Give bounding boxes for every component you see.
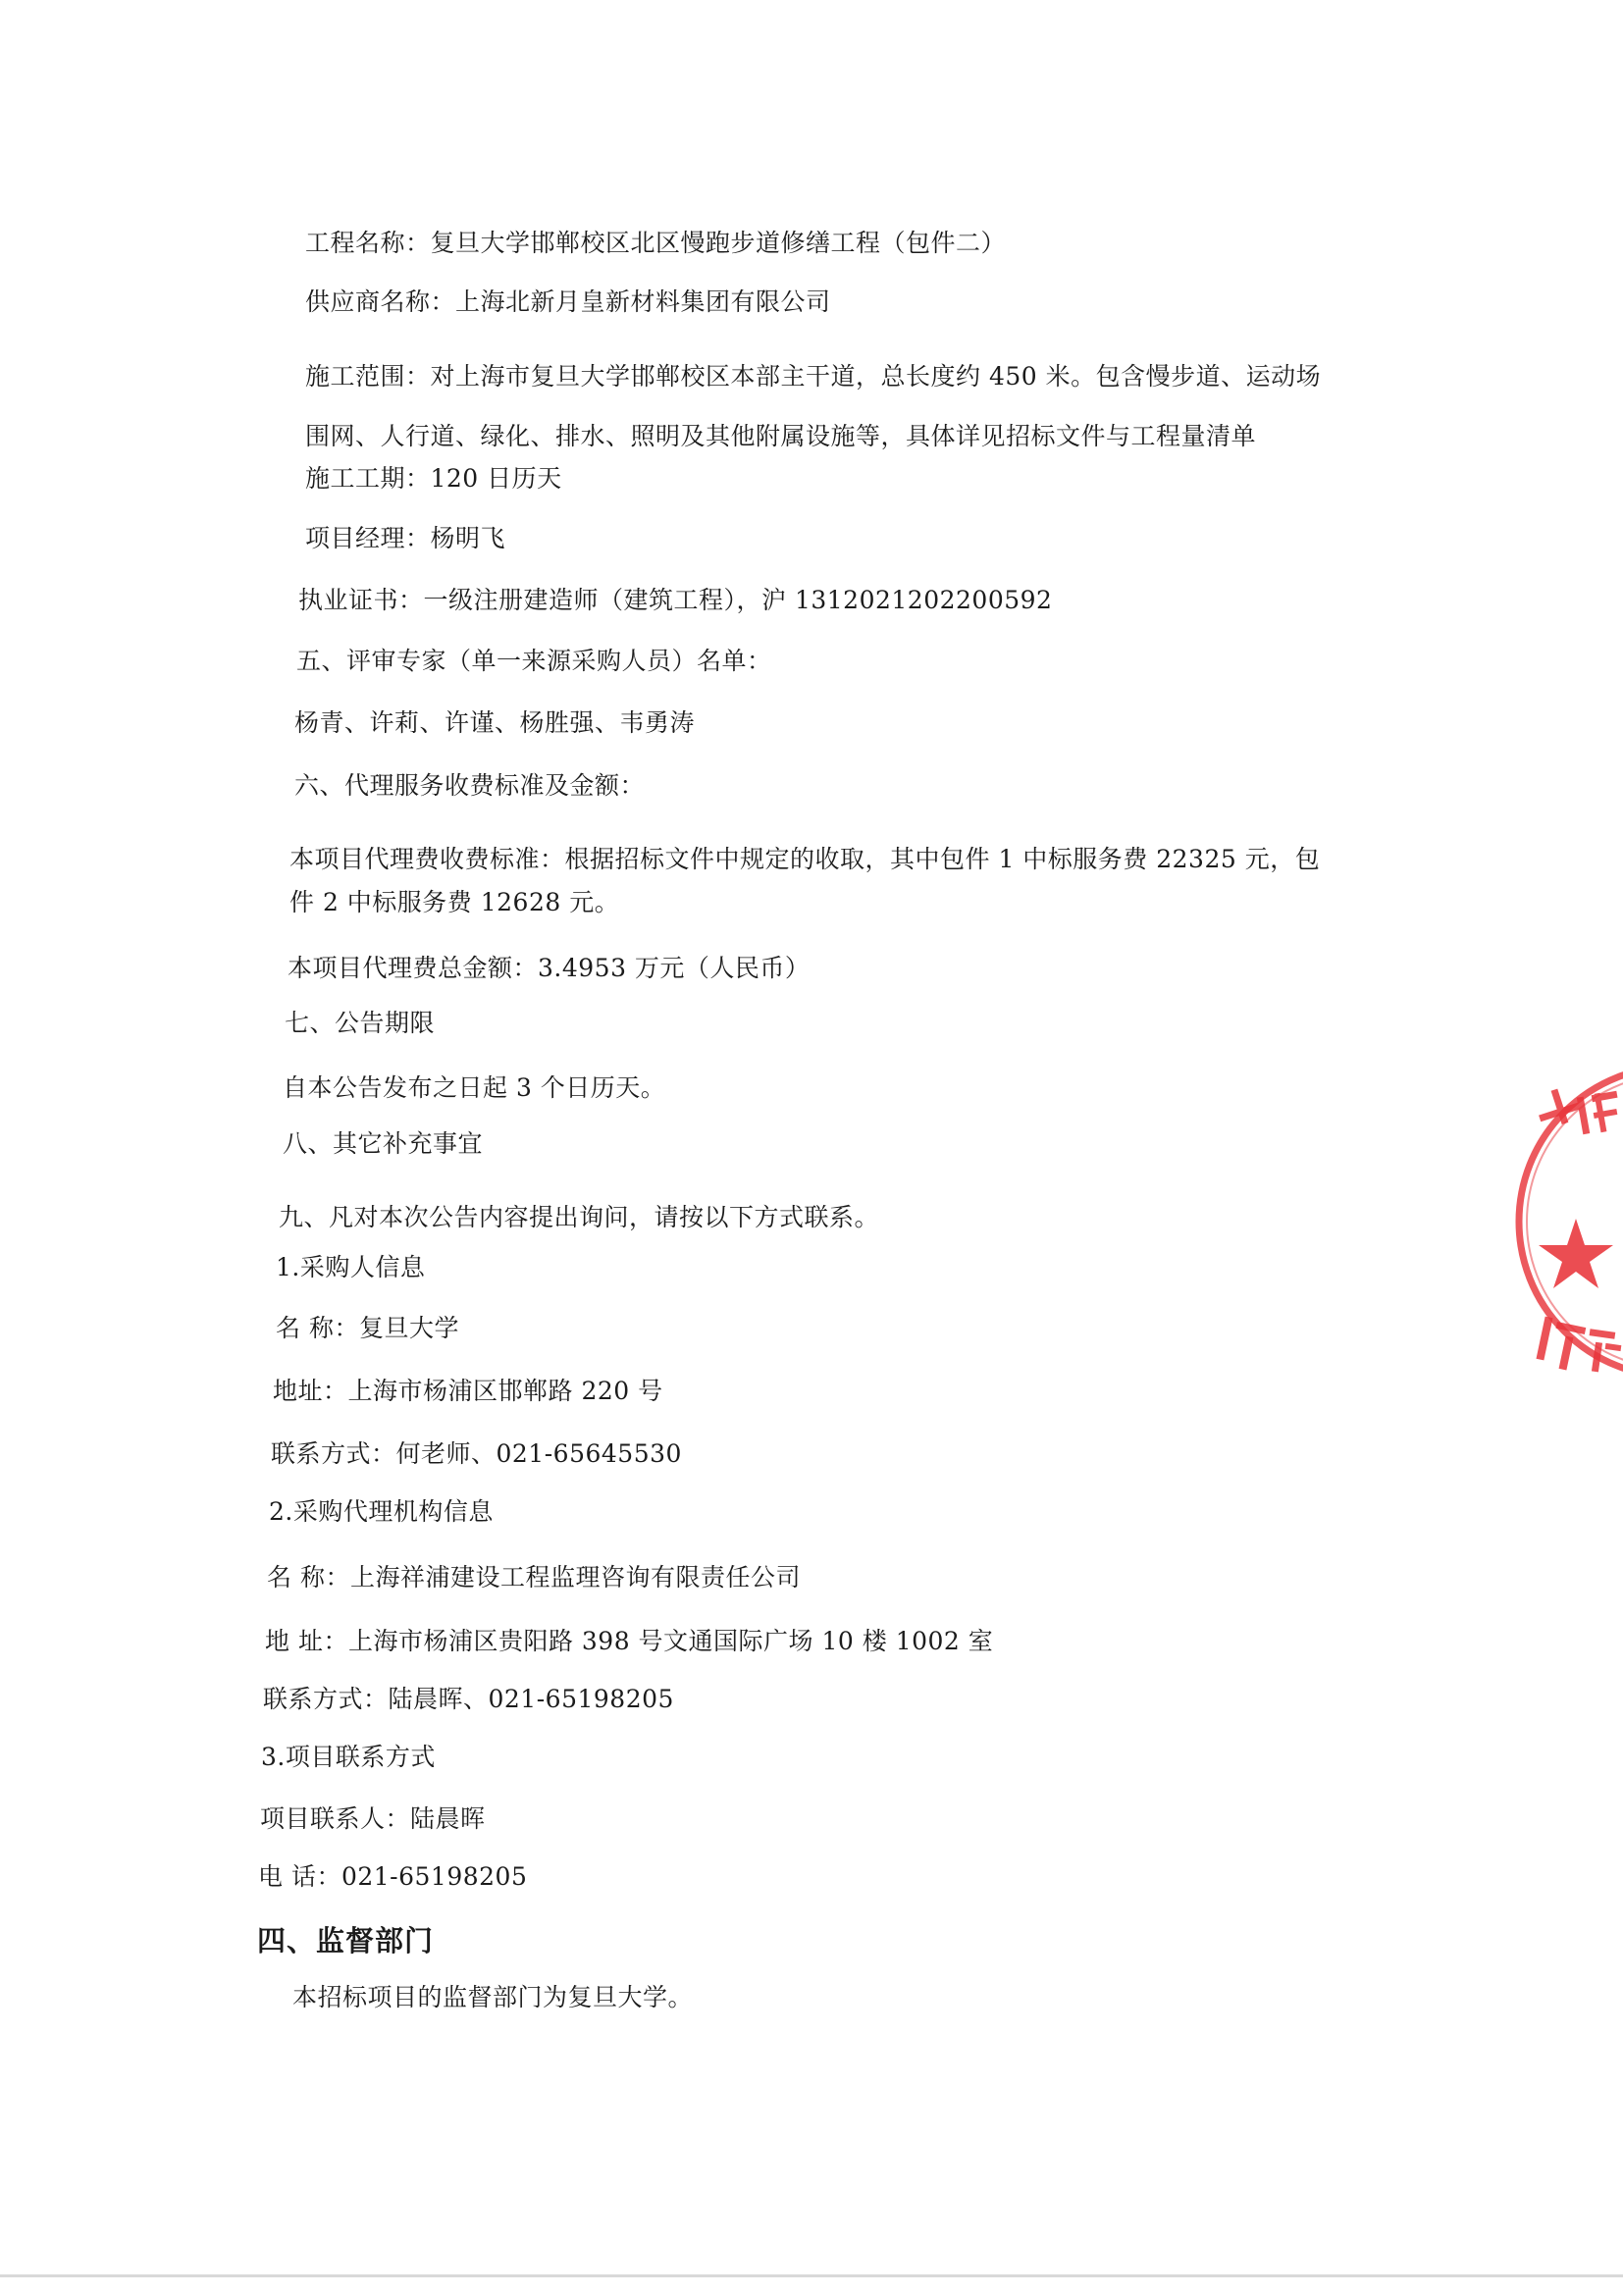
purchaser-contact-line: 联系方式：何老师、021-65645530 [271,1439,682,1468]
agency-name-line: 名 称：上海祥浦建设工程监理咨询有限责任公司 [267,1563,801,1592]
agency-info-heading: 2.采购代理机构信息 [269,1497,494,1526]
section-4-heading: 四、监督部门 [257,1924,435,1957]
construction-scope-line-2: 围网、人行道、绿化、排水、照明及其他附属设施等，具体详见招标文件与工程量清单 [305,422,1257,450]
purchaser-address-line: 地址：上海市杨浦区邯郸路 220 号 [273,1377,663,1405]
agency-fee-standard-line-2: 件 2 中标服务费 12628 元。 [289,888,620,916]
seal-star-icon [1539,1219,1613,1288]
agency-fee-standard-line-1: 本项目代理费收费标准：根据招标文件中规定的收取，其中包件 1 中标服务费 22325 元，包 [289,845,1321,873]
agency-fee-total-line: 本项目代理费总金额：3.4953 万元（人民币） [288,954,811,982]
seal-graphic [1507,1050,1623,1393]
section-7-heading: 七、公告期限 [285,1009,436,1037]
official-seal-stamp [1507,1050,1623,1393]
supervision-department-line: 本招标项目的监督部门为复旦大学。 [292,1983,694,2011]
section-5-heading: 五、评审专家（单一来源采购人员）名单： [296,647,772,675]
purchaser-name-line: 名 称：复旦大学 [276,1314,459,1342]
project-contact-heading: 3.项目联系方式 [261,1743,436,1771]
purchaser-info-heading: 1.采购人信息 [276,1253,426,1281]
experts-list-line: 杨青、许莉、许谨、杨胜强、韦勇涛 [294,708,696,737]
supplier-name-line: 供应商名称：上海北新月皇新材料集团有限公司 [305,287,831,316]
project-manager-line: 项目经理：杨明飞 [305,524,506,552]
section-8-heading: 八、其它补充事宜 [283,1129,484,1158]
project-contact-person-line: 项目联系人：陆晨晖 [260,1804,486,1833]
license-line: 执业证书：一级注册建造师（建筑工程），沪 1312021202200592 [298,586,1053,614]
project-name-line: 工程名称：复旦大学邯郸校区北区慢跑步道修缮工程（包件二） [305,229,1007,257]
construction-scope-line-1: 施工范围：对上海市复旦大学邯郸校区本部主干道，总长度约 450 米。包含慢步道、运动场 [305,362,1322,391]
section-6-heading: 六、代理服务收费标准及金额： [294,771,646,800]
agency-address-line: 地 址：上海市杨浦区贵阳路 398 号文通国际广场 10 楼 1002 室 [265,1627,994,1655]
section-9-heading: 九、凡对本次公告内容提出询问，请按以下方式联系。 [279,1203,880,1231]
page-bottom-edge [0,2274,1623,2277]
construction-period-line: 施工工期：120 日历天 [305,464,562,493]
agency-contact-line: 联系方式：陆晨晖、021-65198205 [263,1685,674,1713]
phone-line: 电 话：021-65198205 [258,1862,528,1891]
notice-period-line: 自本公告发布之日起 3 个日历天。 [283,1073,666,1102]
